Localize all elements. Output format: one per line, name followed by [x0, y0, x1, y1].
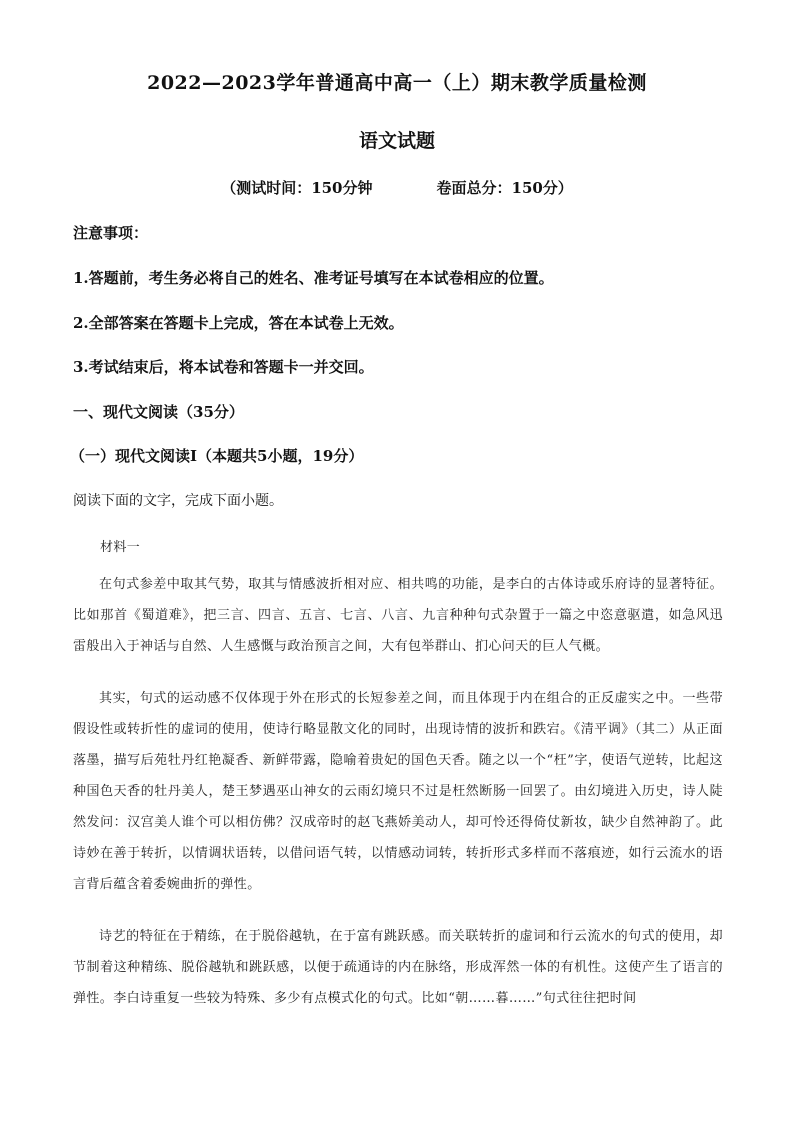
total-score: 卷面总分：150分） [436, 179, 573, 197]
section-heading: 一、现代文阅读（35分） [73, 403, 244, 421]
exam-subject: 语文试题 [358, 130, 435, 152]
material-label: 材料一 [100, 540, 141, 555]
reading-instruction: 阅读下面的文字，完成下面小题。 [73, 493, 283, 509]
subsection-heading: （一）现代文阅读Ⅰ（本题共5小题，19分） [70, 447, 364, 465]
paragraph-1: 在句式参差中取其气势，取其与情感波折相对应、相共鸣的功能，是李白的古体诗或乐府诗的显著特征。比如那首《蜀道难》，把三言、四言、五言、七言、八言、九言种种句式杂置于一篇之中恣意驱遣，如急风迅雷般出入于神话与自然、人生感慨与政治预言之间，大有包举群山、扪心问天的巨人气概。 [73, 577, 723, 654]
paragraph-3: 诗艺的特征在于精练，在于脱俗越轨，在于富有跳跃感。而关联转折的虚词和行云流水的句式的使用，却节制着这种精练、脱俗越轨和跳跃感，以便于疏通诗的内在脉络，形成浑然一体的有机性。这使产生了语言的弹性。李白诗重复一些较为特殊、多少有点模式化的句式。比如“朝……暮……”句式往往把时间 [73, 929, 723, 1006]
material-body [73, 569, 723, 1014]
exam-info [0, 177, 794, 198]
notice-item-1: 1.答题前，考生务必将自己的姓名、准考证号填写在本试卷相应的位置。 [73, 269, 554, 287]
notice-item-3: 3.考试结束后，将本试卷和答题卡一并交回。 [73, 358, 374, 376]
test-time: （测试时间：150分钟 [221, 179, 373, 197]
exam-title: 2022—2023学年普通高中高一（上）期末教学质量检测 [147, 72, 647, 94]
notice-item-2: 2.全部答案在答题卡上完成，答在本试卷上无效。 [73, 314, 404, 332]
paragraph-2: 其实，句式的运动感不仅体现于外在形式的长短参差之间，而且体现于内在组合的正反虚实之中。一些带假设性或转折性的虚词的使用，使诗行略显散文化的同时，出现诗情的波折和跌宕。《清平调》（其二）从正面落墨，描写后苑牡丹红艳凝香、新鲜带露，隐喻着贵妃的国色天香。随之以一个“枉”字，使语气逆转，比起这种国色天香的牡丹美人，楚王梦遇巫山神女的云雨幻境只不过是枉然断肠一回罢了。由幻境进入历史，诗人陡然发问：汉宫美人谁个可以相仿佛？汉成帝时的赵飞燕娇美动人，却可怜还得倚仗新妆，缺少自然神韵了。此诗妙在善于转折，以情调状语转，以借问语气转，以情感动词转，转折形式多样而不落痕迹，如行云流水的语言背后蕴含着委婉曲折的弹性。 [73, 691, 723, 892]
notice-heading: 注意事项： [73, 224, 149, 242]
